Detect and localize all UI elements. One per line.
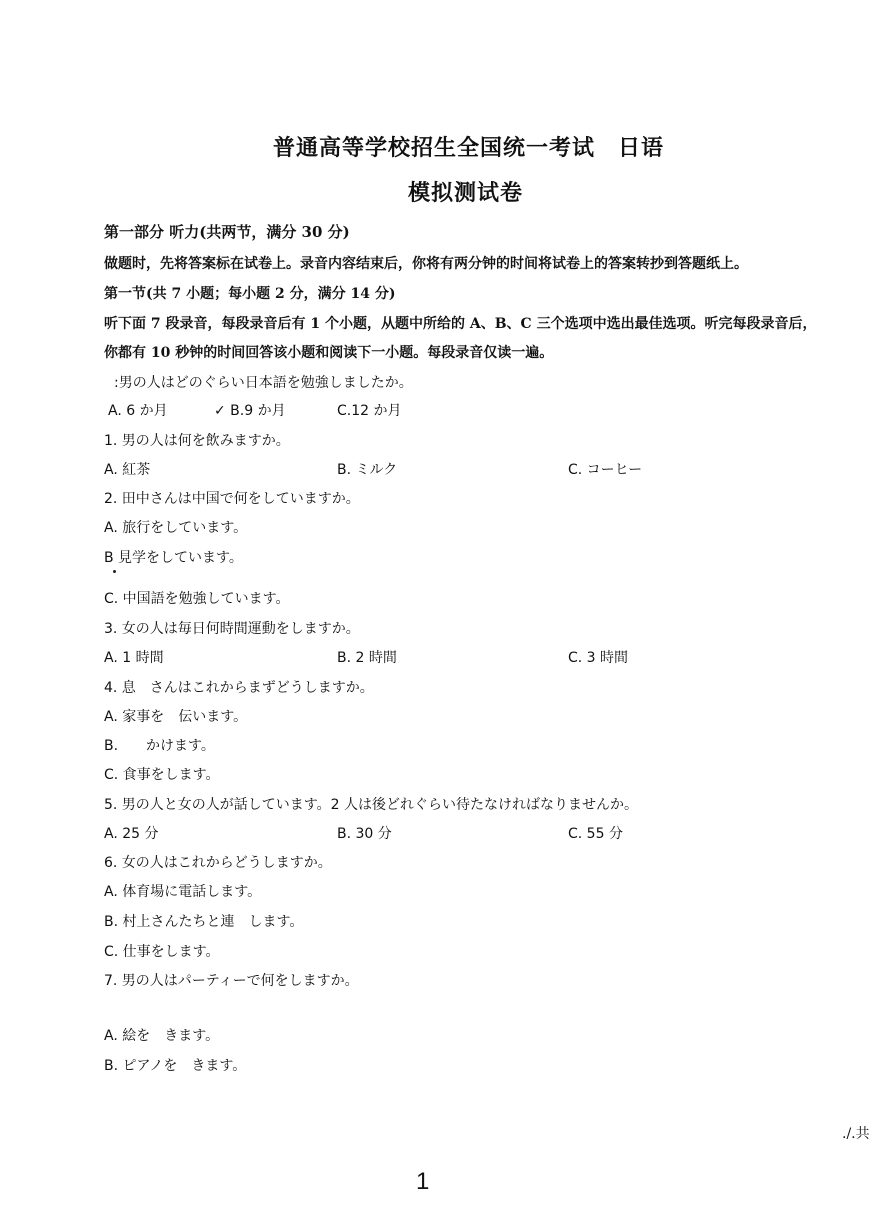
q2-option-b: B 見学をしています。 xyxy=(104,550,243,566)
q7-option-a: A. 絵を きます。 xyxy=(104,1028,220,1044)
q3-option-c: C. 3 時間 xyxy=(568,650,629,666)
question-1: 1. 男の人は何を飲みますか。 xyxy=(104,433,290,449)
listen-instruction-line: 你都有 10 秒钟的时间回答该小题和阅读下一小题。每段录音仅读一遍。 xyxy=(104,345,554,361)
q6-option-b: B. 村上さんたちと連 します。 xyxy=(104,914,304,930)
q7-option-b: B. ピアノを きます。 xyxy=(104,1058,247,1074)
margin-fragment: ./.共 xyxy=(842,1126,870,1142)
question-7: 7. 男の人はパーティーで何をしますか。 xyxy=(104,973,359,989)
q3-option-a: A. 1 時間 xyxy=(104,650,164,666)
question-3: 3. 女の人は毎日何時間運動をしますか。 xyxy=(104,621,360,637)
q6-option-a: A. 体育場に電話します。 xyxy=(104,884,262,900)
stray-mark xyxy=(113,570,116,573)
q5-option-c: C. 55 分 xyxy=(568,826,623,842)
q2-option-c: C. 中国語を勉強しています。 xyxy=(104,591,290,607)
listen-instruction-line: 听下面 7 段录音，每段录音后有 1 个小题，从题中所给的 A、B、C 三个选项中选出最佳选项。听完每段录音后， xyxy=(104,316,817,332)
part-heading: 第一部分 听力(共两节，满分 30 分) xyxy=(104,223,350,241)
q4-option-a: A. 家事を 伝います。 xyxy=(104,709,248,725)
q3-option-b: B. 2 時間 xyxy=(337,650,397,666)
q1-option-a: A. 紅茶 xyxy=(104,462,151,478)
question-6: 6. 女の人はこれからどうしますか。 xyxy=(104,855,332,871)
q4-option-b: B. かけます。 xyxy=(104,738,215,754)
example-option-answer: ✓ B.9 か月 xyxy=(214,403,286,419)
q1-option-b: B. ミルク xyxy=(337,462,398,478)
question-5: 5. 男の人と女の人が話しています。2 人は後どれぐらい待たなければなりませんか。 xyxy=(104,797,639,813)
section-heading: 第一节(共 7 小题；每小题 2 分，满分 14 分) xyxy=(104,286,396,302)
q5-option-a: A. 25 分 xyxy=(104,826,159,842)
q2-option-a: A. 旅行をしています。 xyxy=(104,520,248,536)
question-4: 4. 息 さんはこれからまずどうしますか。 xyxy=(104,680,374,696)
q6-option-c: C. 仕事をします。 xyxy=(104,944,220,960)
exam-subtitle: 模拟测试卷 xyxy=(408,180,524,206)
q4-option-c: C. 食事をします。 xyxy=(104,767,220,783)
answer-instruction: 做题时，先将答案标在试卷上。录音内容结束后，你将有两分钟的时间将试卷上的答案转抄到答题纸上。 xyxy=(104,256,748,272)
page-number: 1 xyxy=(416,1168,430,1195)
exam-title: 普通高等学校招生全国统一考试 日语 xyxy=(273,135,665,161)
q5-option-b: B. 30 分 xyxy=(337,826,392,842)
example-question: :男の人はどのぐらい日本語を勉強しましたか。 xyxy=(114,375,413,391)
example-option: A. 6 か月 xyxy=(108,403,168,419)
q1-option-c: C. コーヒー xyxy=(568,462,643,478)
question-2: 2. 田中さんは中国で何をしていますか。 xyxy=(104,491,360,507)
example-option: C.12 か月 xyxy=(337,403,402,419)
